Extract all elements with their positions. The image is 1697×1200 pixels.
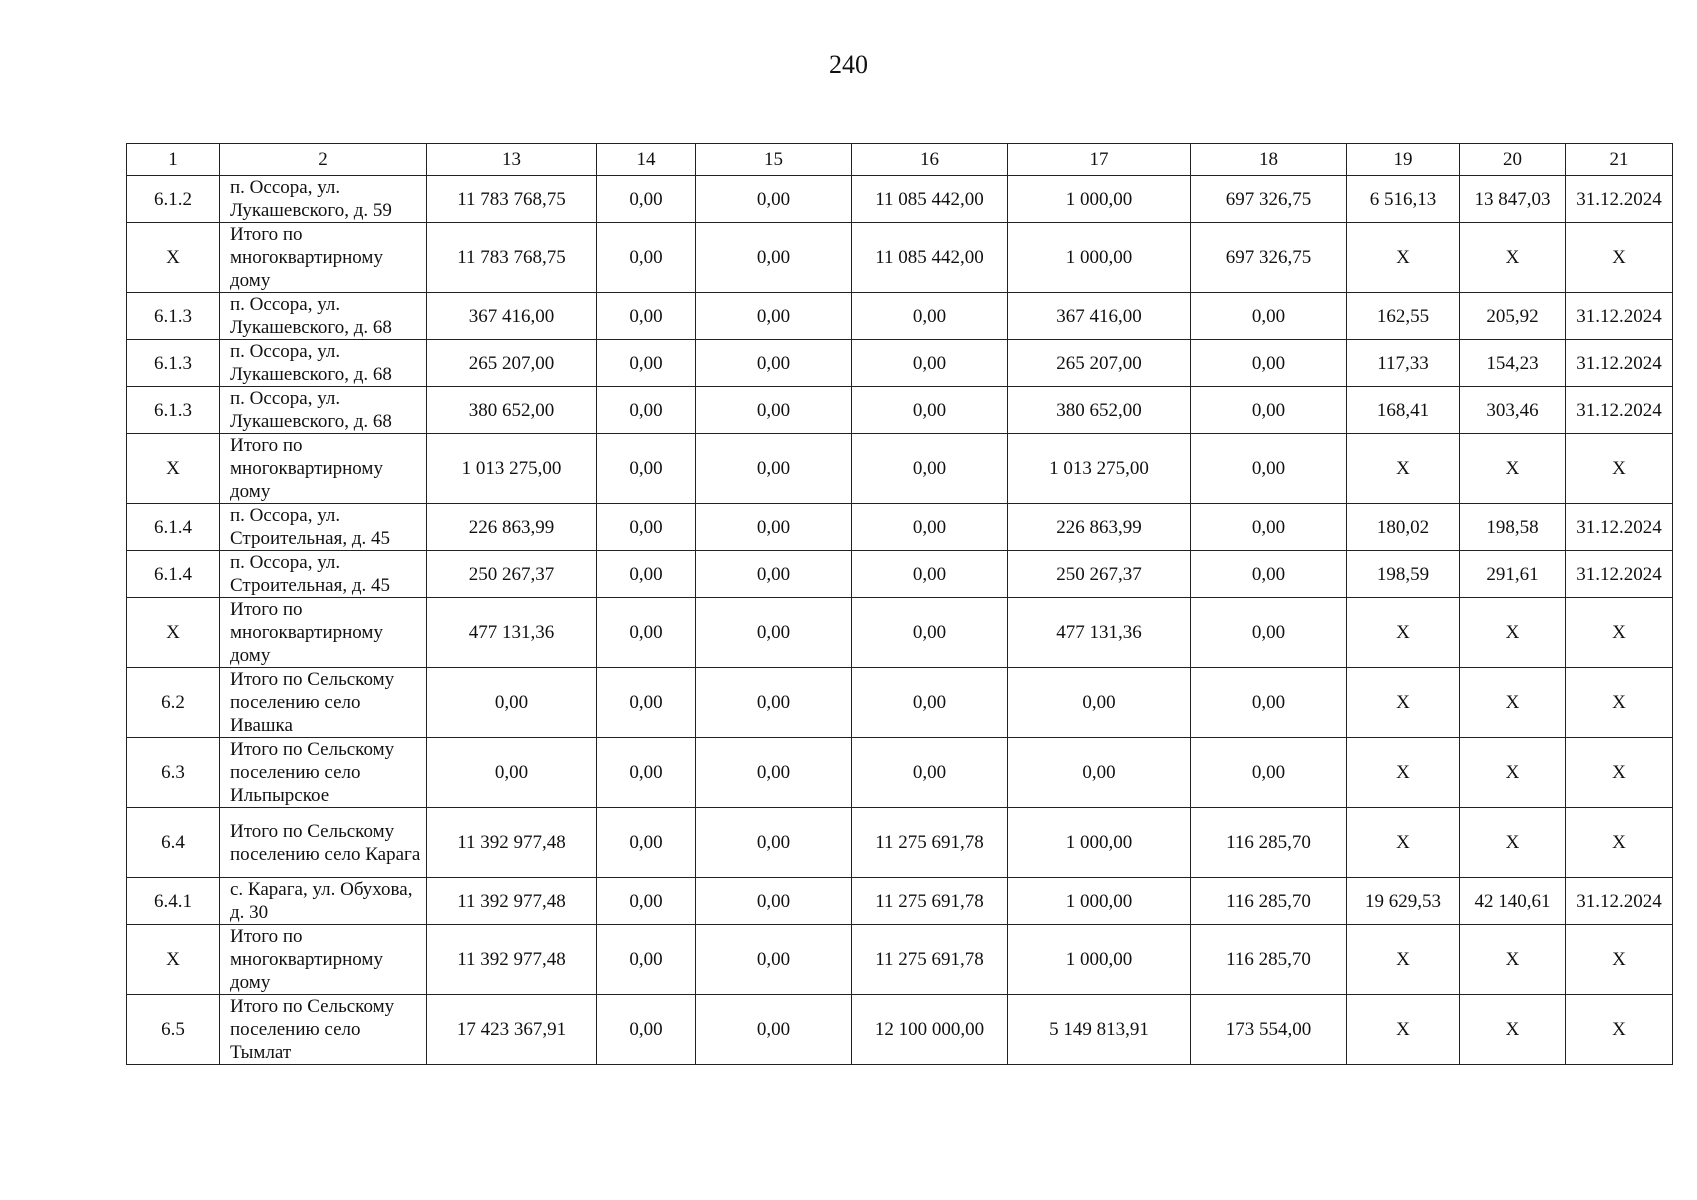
value-cell: 0,00 — [597, 293, 696, 340]
item-number: X — [127, 925, 220, 995]
value-cell: 1 000,00 — [1008, 223, 1191, 293]
column-number: 13 — [427, 144, 597, 176]
address-cell: Итого по многоквартирному дому — [220, 925, 427, 995]
date-cell: X — [1566, 738, 1673, 808]
address-cell: Итого по Сельскому поселению село Карага — [220, 808, 427, 878]
value-cell: 0,00 — [696, 738, 852, 808]
value-cell: 116 285,70 — [1191, 878, 1347, 925]
date-cell: 31.12.2024 — [1566, 340, 1673, 387]
value-cell: 0,00 — [597, 808, 696, 878]
column-number: 19 — [1347, 144, 1460, 176]
total-cost-cell: 11 783 768,75 — [427, 176, 597, 223]
date-cell: X — [1566, 598, 1673, 668]
column-number: 2 — [220, 144, 427, 176]
column-number: 14 — [597, 144, 696, 176]
item-number: 6.2 — [127, 668, 220, 738]
value-cell: 0,00 — [597, 176, 696, 223]
value-cell: 11 275 691,78 — [852, 878, 1008, 925]
total-cost-cell: 11 392 977,48 — [427, 925, 597, 995]
column-number: 15 — [696, 144, 852, 176]
date-cell: X — [1566, 808, 1673, 878]
total-cost-cell: 0,00 — [427, 668, 597, 738]
value-cell: 0,00 — [696, 598, 852, 668]
value-cell: 5 149 813,91 — [1008, 995, 1191, 1065]
table-row — [127, 504, 1673, 551]
value-cell: X — [1347, 808, 1460, 878]
value-cell: 116 285,70 — [1191, 925, 1347, 995]
address-cell: п. Оссора, ул. Лукашевского, д. 59 — [220, 176, 427, 223]
value-cell: 0,00 — [1191, 551, 1347, 598]
value-cell: X — [1347, 598, 1460, 668]
table-row — [127, 340, 1673, 387]
value-cell: 0,00 — [1191, 293, 1347, 340]
value-cell: 0,00 — [696, 995, 852, 1065]
value-cell: 1 000,00 — [1008, 925, 1191, 995]
table-row — [127, 387, 1673, 434]
value-cell: 173 554,00 — [1191, 995, 1347, 1065]
value-cell: 0,00 — [597, 504, 696, 551]
value-cell: 0,00 — [1008, 738, 1191, 808]
address-cell: Итого по многоквартирному дому — [220, 434, 427, 504]
value-cell: 11 085 442,00 — [852, 176, 1008, 223]
item-number: 6.4 — [127, 808, 220, 878]
value-cell: X — [1460, 598, 1566, 668]
table-row — [127, 995, 1673, 1065]
value-cell: 0,00 — [597, 738, 696, 808]
address-cell: Итого по Сельскому поселению село Ивашка — [220, 668, 427, 738]
value-cell: X — [1460, 434, 1566, 504]
value-cell: 477 131,36 — [1008, 598, 1191, 668]
value-cell: 12 100 000,00 — [852, 995, 1008, 1065]
value-cell: 0,00 — [696, 551, 852, 598]
value-cell: 0,00 — [696, 434, 852, 504]
page-number: 240 — [829, 50, 868, 79]
item-number: 6.3 — [127, 738, 220, 808]
value-cell: 0,00 — [852, 598, 1008, 668]
value-cell: 303,46 — [1460, 387, 1566, 434]
total-cost-cell: 11 783 768,75 — [427, 223, 597, 293]
table-row — [127, 808, 1673, 878]
value-cell: 0,00 — [696, 878, 852, 925]
value-cell: 697 326,75 — [1191, 223, 1347, 293]
value-cell: 0,00 — [597, 925, 696, 995]
value-cell: 0,00 — [597, 387, 696, 434]
date-cell: 31.12.2024 — [1566, 387, 1673, 434]
value-cell: 0,00 — [696, 387, 852, 434]
address-cell: Итого по Сельскому поселению село Ильпырское — [220, 738, 427, 808]
total-cost-cell: 11 392 977,48 — [427, 878, 597, 925]
value-cell: 0,00 — [696, 925, 852, 995]
total-cost-cell: 477 131,36 — [427, 598, 597, 668]
value-cell: 0,00 — [852, 340, 1008, 387]
total-cost-cell: 11 392 977,48 — [427, 808, 597, 878]
column-number: 18 — [1191, 144, 1347, 176]
value-cell: 0,00 — [852, 504, 1008, 551]
total-cost-cell: 17 423 367,91 — [427, 995, 597, 1065]
value-cell: 0,00 — [852, 387, 1008, 434]
table-row — [127, 738, 1673, 808]
date-cell: 31.12.2024 — [1566, 878, 1673, 925]
value-cell: X — [1460, 738, 1566, 808]
value-cell: 0,00 — [597, 551, 696, 598]
address-cell: Итого по многоквартирному дому — [220, 598, 427, 668]
value-cell: 250 267,37 — [1008, 551, 1191, 598]
value-cell: X — [1347, 995, 1460, 1065]
table-row — [127, 598, 1673, 668]
table-row — [127, 176, 1673, 223]
item-number: 6.4.1 — [127, 878, 220, 925]
value-cell: 291,61 — [1460, 551, 1566, 598]
table-row — [127, 551, 1673, 598]
item-number: 6.1.3 — [127, 387, 220, 434]
address-cell: п. Оссора, ул. Строительная, д. 45 — [220, 551, 427, 598]
value-cell: 1 000,00 — [1008, 878, 1191, 925]
date-cell: 31.12.2024 — [1566, 176, 1673, 223]
value-cell: 162,55 — [1347, 293, 1460, 340]
value-cell: 198,59 — [1347, 551, 1460, 598]
date-cell: 31.12.2024 — [1566, 504, 1673, 551]
date-cell: 31.12.2024 — [1566, 293, 1673, 340]
value-cell: 11 275 691,78 — [852, 808, 1008, 878]
value-cell: 0,00 — [597, 223, 696, 293]
value-cell: 0,00 — [597, 434, 696, 504]
value-cell: 6 516,13 — [1347, 176, 1460, 223]
register-table — [126, 143, 1673, 1065]
value-cell: 205,92 — [1460, 293, 1566, 340]
item-number: 6.1.3 — [127, 340, 220, 387]
value-cell: 0,00 — [1191, 504, 1347, 551]
value-cell: 0,00 — [696, 808, 852, 878]
value-cell: 116 285,70 — [1191, 808, 1347, 878]
address-cell: п. Оссора, ул. Лукашевского, д. 68 — [220, 293, 427, 340]
value-cell: X — [1460, 925, 1566, 995]
value-cell: 0,00 — [852, 551, 1008, 598]
value-cell: 0,00 — [696, 293, 852, 340]
item-number: 6.1.2 — [127, 176, 220, 223]
value-cell: 180,02 — [1347, 504, 1460, 551]
address-cell: Итого по многоквартирному дому — [220, 223, 427, 293]
value-cell: 19 629,53 — [1347, 878, 1460, 925]
date-cell: X — [1566, 925, 1673, 995]
item-number: 6.1.3 — [127, 293, 220, 340]
item-number: X — [127, 598, 220, 668]
value-cell: 367 416,00 — [1008, 293, 1191, 340]
value-cell: 0,00 — [597, 878, 696, 925]
address-cell: п. Оссора, ул. Лукашевского, д. 68 — [220, 340, 427, 387]
value-cell: 0,00 — [597, 995, 696, 1065]
value-cell: 0,00 — [1008, 668, 1191, 738]
address-cell: п. Оссора, ул. Лукашевского, д. 68 — [220, 387, 427, 434]
value-cell: 0,00 — [852, 434, 1008, 504]
value-cell: 0,00 — [696, 504, 852, 551]
column-number: 1 — [127, 144, 220, 176]
value-cell: 0,00 — [696, 668, 852, 738]
address-cell: с. Карага, ул. Обухова, д. 30 — [220, 878, 427, 925]
value-cell: 0,00 — [852, 293, 1008, 340]
total-cost-cell: 380 652,00 — [427, 387, 597, 434]
value-cell: 1 013 275,00 — [1008, 434, 1191, 504]
value-cell: 168,41 — [1347, 387, 1460, 434]
table-row — [127, 434, 1673, 504]
total-cost-cell: 0,00 — [427, 738, 597, 808]
value-cell: 0,00 — [1191, 668, 1347, 738]
item-number: X — [127, 434, 220, 504]
value-cell: 0,00 — [696, 340, 852, 387]
value-cell: 0,00 — [852, 668, 1008, 738]
value-cell: X — [1460, 668, 1566, 738]
value-cell: 1 000,00 — [1008, 176, 1191, 223]
value-cell: 0,00 — [1191, 387, 1347, 434]
date-cell: X — [1566, 995, 1673, 1065]
item-number: 6.5 — [127, 995, 220, 1065]
table-row — [127, 293, 1673, 340]
value-cell: 0,00 — [597, 668, 696, 738]
value-cell: 11 085 442,00 — [852, 223, 1008, 293]
date-cell: 31.12.2024 — [1566, 551, 1673, 598]
date-cell: X — [1566, 223, 1673, 293]
total-cost-cell: 226 863,99 — [427, 504, 597, 551]
address-cell: Итого по Сельскому поселению село Тымлат — [220, 995, 427, 1065]
value-cell: X — [1347, 925, 1460, 995]
value-cell: X — [1460, 995, 1566, 1065]
item-number: X — [127, 223, 220, 293]
value-cell: X — [1347, 223, 1460, 293]
column-number: 17 — [1008, 144, 1191, 176]
value-cell: X — [1460, 808, 1566, 878]
value-cell: X — [1347, 668, 1460, 738]
value-cell: 0,00 — [597, 340, 696, 387]
value-cell: 117,33 — [1347, 340, 1460, 387]
total-cost-cell: 265 207,00 — [427, 340, 597, 387]
table-row — [127, 223, 1673, 293]
value-cell: 265 207,00 — [1008, 340, 1191, 387]
total-cost-cell: 250 267,37 — [427, 551, 597, 598]
value-cell: 42 140,61 — [1460, 878, 1566, 925]
date-cell: X — [1566, 434, 1673, 504]
table-row — [127, 925, 1673, 995]
value-cell: 13 847,03 — [1460, 176, 1566, 223]
table-row — [127, 878, 1673, 925]
value-cell: 198,58 — [1460, 504, 1566, 551]
column-number-row — [127, 144, 1673, 176]
column-number: 21 — [1566, 144, 1673, 176]
total-cost-cell: 1 013 275,00 — [427, 434, 597, 504]
date-cell: X — [1566, 668, 1673, 738]
item-number: 6.1.4 — [127, 551, 220, 598]
value-cell: 0,00 — [597, 598, 696, 668]
value-cell: 226 863,99 — [1008, 504, 1191, 551]
value-cell: 0,00 — [1191, 738, 1347, 808]
value-cell: 0,00 — [696, 223, 852, 293]
value-cell: 154,23 — [1460, 340, 1566, 387]
value-cell: 0,00 — [1191, 434, 1347, 504]
value-cell: X — [1347, 738, 1460, 808]
value-cell: 0,00 — [696, 176, 852, 223]
value-cell: 697 326,75 — [1191, 176, 1347, 223]
item-number: 6.1.4 — [127, 504, 220, 551]
address-cell: п. Оссора, ул. Строительная, д. 45 — [220, 504, 427, 551]
table-row — [127, 668, 1673, 738]
value-cell: 11 275 691,78 — [852, 925, 1008, 995]
value-cell: 380 652,00 — [1008, 387, 1191, 434]
column-number: 16 — [852, 144, 1008, 176]
total-cost-cell: 367 416,00 — [427, 293, 597, 340]
value-cell: X — [1347, 434, 1460, 504]
value-cell: 0,00 — [1191, 598, 1347, 668]
value-cell: 1 000,00 — [1008, 808, 1191, 878]
value-cell: 0,00 — [852, 738, 1008, 808]
value-cell: X — [1460, 223, 1566, 293]
column-number: 20 — [1460, 144, 1566, 176]
value-cell: 0,00 — [1191, 340, 1347, 387]
